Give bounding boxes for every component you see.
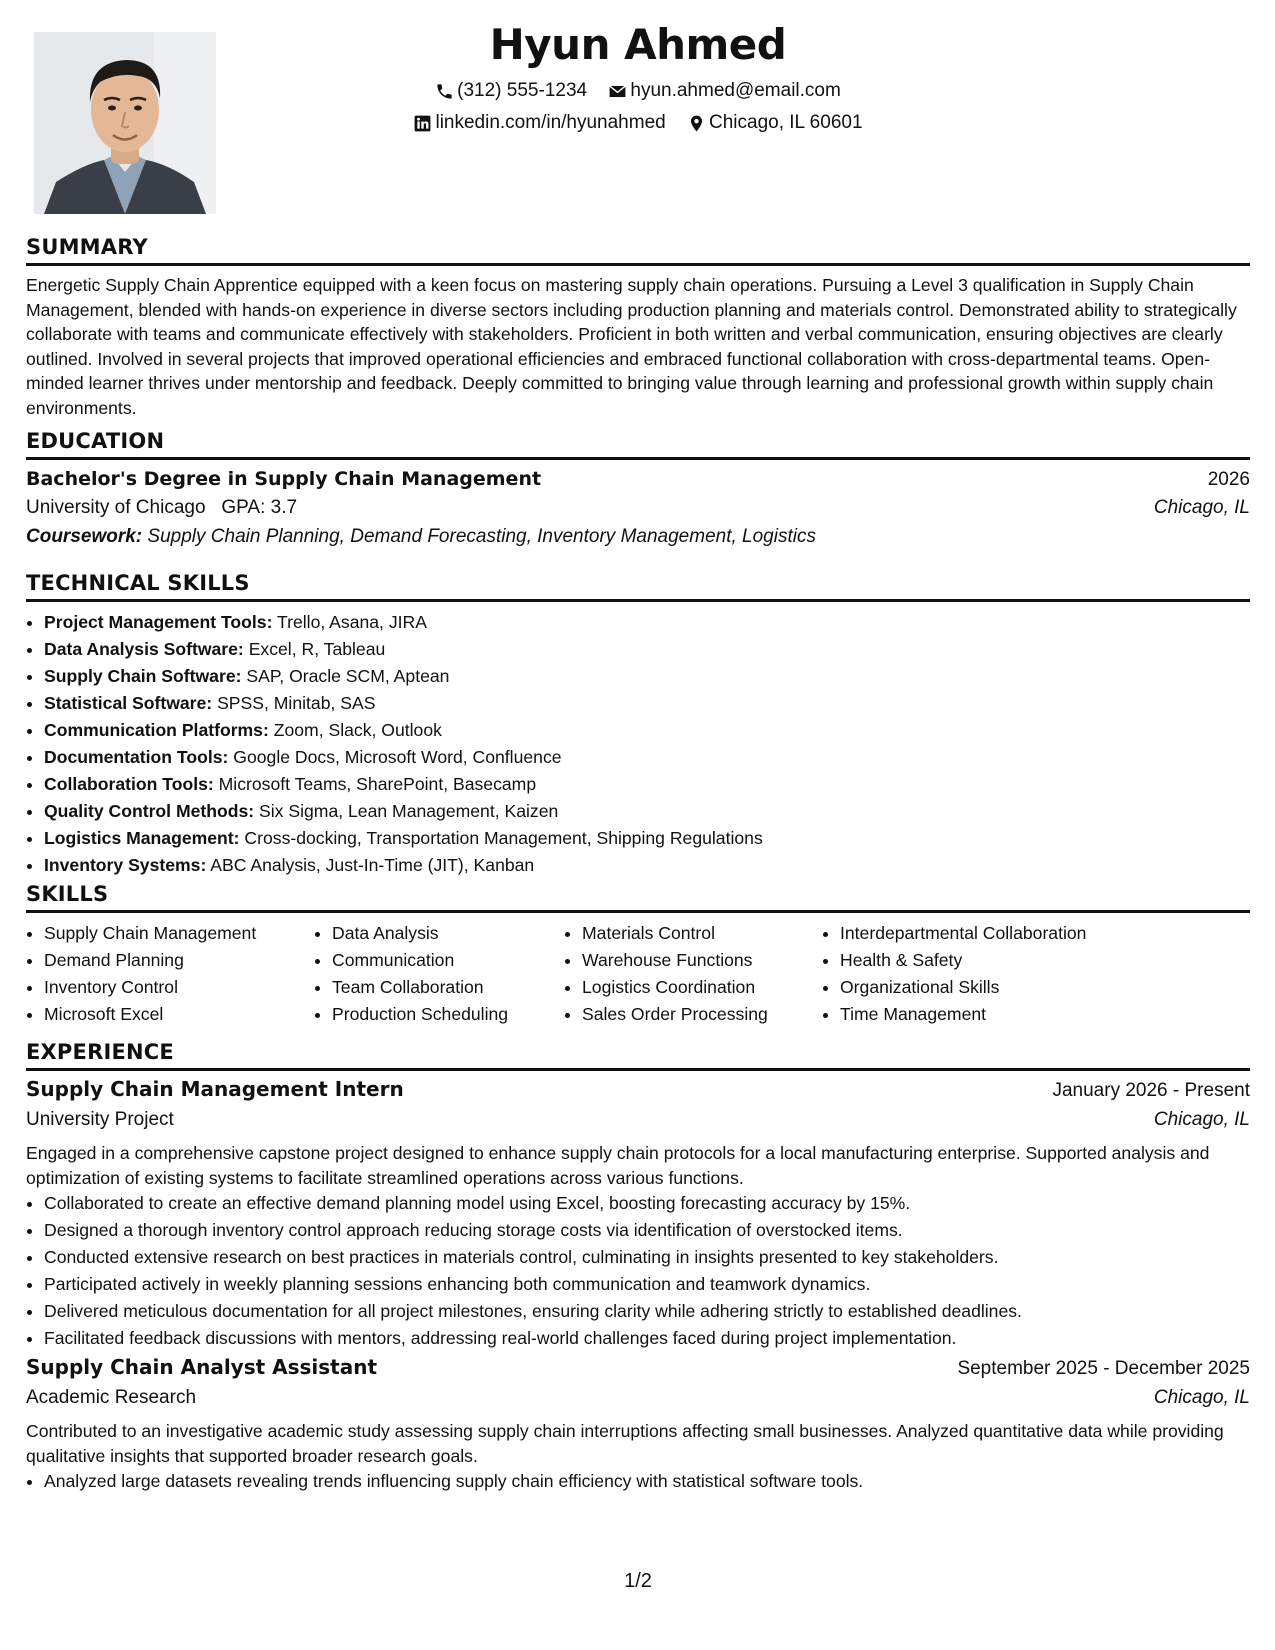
technical-skills-section [26, 609, 1250, 879]
job-organization: Academic Research [26, 1387, 197, 1408]
job-location: Chicago, IL [1153, 1109, 1250, 1130]
list-item: • Collaboration Tools: Microsoft Teams, SharePoint, Basecamp [44, 771, 1250, 798]
list-item: • Quality Control Methods: Six Sigma, Lean Management, Kaizen [44, 798, 1250, 825]
technical-skills-heading: TECHNICAL SKILLS [26, 571, 1250, 602]
contact-line-1 [26, 80, 1250, 107]
job-bullets [26, 1190, 1250, 1352]
job-dates: January 2026 - Present [1052, 1080, 1250, 1101]
list-item: • Interdepartmental Collaboration [840, 920, 1140, 947]
skills-section [26, 920, 1250, 1028]
list-item: • Materials Control [582, 920, 822, 947]
list-item: • Designed a thorough inventory control approach reducing storage costs via identification of overstocked items. [44, 1217, 1250, 1244]
list-item: • Inventory Control [44, 974, 314, 1001]
list-item: • Sales Order Processing [582, 1001, 822, 1028]
job-location: Chicago, IL [1153, 1387, 1250, 1408]
technical-skills-list [26, 609, 1250, 879]
list-item: • Participated actively in weekly planning sessions enhancing both communication and teamwork dynamics. [44, 1271, 1250, 1298]
skills-column-3 [564, 920, 822, 1028]
list-item: • Microsoft Excel [44, 1001, 314, 1028]
list-item: • Facilitated feedback discussions with mentors, addressing real-world challenges faced during project implementation. [44, 1325, 1250, 1352]
email-text[interactable]: hyun.ahmed@email.com [630, 80, 841, 101]
education-heading: EDUCATION [26, 429, 1250, 460]
skills-column-4 [822, 920, 1140, 1028]
location-contact [687, 112, 863, 134]
resume-page [26, 0, 1250, 1650]
list-item: • Conducted extensive research on best practices in materials control, culminating in insights presented to key stakeholders. [44, 1244, 1250, 1271]
list-item: • Warehouse Functions [582, 947, 822, 974]
summary-section [26, 273, 1250, 421]
email-contact [608, 80, 840, 102]
list-item: • Supply Chain Software: SAP, Oracle SCM, Aptean [44, 663, 1250, 690]
list-item: • Production Scheduling [332, 1001, 564, 1028]
school-location: Chicago, IL [1153, 497, 1250, 518]
list-item: • Data Analysis Software: Excel, R, Tableau [44, 636, 1250, 663]
list-item: • Statistical Software: SPSS, Minitab, SAS [44, 690, 1250, 717]
job-description: Contributed to an investigative academic study assessing supply chain interruptions affecting small businesses. Analyzed quantitative data while providing qualitative insights that supported broader research goals. [26, 1421, 1224, 1466]
linkedin-text[interactable]: linkedin.com/in/hyunahmed [435, 112, 666, 133]
experience-heading: EXPERIENCE [26, 1040, 1250, 1071]
envelope-icon [608, 82, 627, 101]
list-item: • Project Management Tools: Trello, Asana, JIRA [44, 609, 1250, 636]
list-item: • Logistics Coordination [582, 974, 822, 1001]
skills-heading: SKILLS [26, 882, 1250, 913]
job-organization: University Project [26, 1109, 174, 1130]
experience-job-1 [26, 1077, 1250, 1352]
location-text: Chicago, IL 60601 [709, 112, 863, 133]
school-name: University of Chicago [26, 497, 206, 518]
list-item: • Team Collaboration [332, 974, 564, 1001]
list-item: • Analyzed large datasets revealing trends influencing supply chain efficiency with statistical software tools. [44, 1468, 1250, 1495]
degree-title: Bachelor's Degree in Supply Chain Management [26, 468, 542, 490]
education-section [26, 467, 1250, 554]
list-item: • Demand Planning [44, 947, 314, 974]
list-item: • Communication [332, 947, 564, 974]
map-pin-icon [687, 114, 706, 133]
list-item: • Delivered meticulous documentation for all project milestones, ensuring clarity while adhering strictly to established deadlines. [44, 1298, 1250, 1325]
list-item: • Time Management [840, 1001, 1140, 1028]
phone-icon [435, 82, 454, 101]
skills-grid [26, 920, 1250, 1028]
phone-text[interactable]: (312) 555-1234 [457, 80, 588, 101]
list-item: • Organizational Skills [840, 974, 1140, 1001]
skills-column-2 [314, 920, 564, 1028]
coursework-line [26, 525, 1250, 554]
coursework-label: Coursework: [26, 526, 143, 547]
linkedin-icon [413, 114, 432, 133]
list-item: • Collaborated to create an effective demand planning model using Excel, boosting forecasting accuracy by 15%. [44, 1190, 1250, 1217]
job-title: Supply Chain Management Intern [26, 1077, 404, 1101]
list-item: • Supply Chain Management [44, 920, 314, 947]
job-dates: September 2025 - December 2025 [957, 1358, 1250, 1379]
school-line [26, 496, 297, 521]
experience-job-2 [26, 1355, 1250, 1495]
list-item: • Health & Safety [840, 947, 1140, 974]
list-item: • Communication Platforms: Zoom, Slack, Outlook [44, 717, 1250, 744]
job-title: Supply Chain Analyst Assistant [26, 1355, 378, 1379]
list-item: • Inventory Systems: ABC Analysis, Just-In-Time (JIT), Kanban [44, 852, 1250, 879]
coursework-list: Supply Chain Planning, Demand Forecasting, Inventory Management, Logistics [147, 526, 816, 547]
candidate-name: Hyun Ahmed [489, 20, 787, 69]
summary-text: Energetic Supply Chain Apprentice equipped with a keen focus on mastering supply chain operations. Pursuing a Level 3 qualification in Supply Chain Management, blended with hands-on experience in diverse sectors including production planning and materials control. Demonstrated ability to strategically collaborate with teams and communicate effectively with stakeholders. Proficient in both written and verbal communication, ensuring objectives are clearly outlined. Involved in several projects that improved operational efficiencies and embraced functional collaboration with cross-departmental teams. Open-minded learner thrives under mentorship and feedback. Deeply committed to bringing value through learning and professional growth within supply chain environments. [26, 275, 1237, 418]
summary-heading: SUMMARY [26, 235, 1250, 266]
job-description: Engaged in a comprehensive capstone project designed to enhance supply chain protocols for a local manufacturing enterprise. Supported analysis and optimization of existing systems to facilitate streamlined operations across various functions. [26, 1143, 1210, 1188]
contact-line-2 [26, 112, 1250, 139]
skills-column-1 [26, 920, 314, 1028]
phone-contact [435, 80, 587, 102]
gpa: GPA: 3.7 [221, 497, 298, 518]
list-item: • Documentation Tools: Google Docs, Microsoft Word, Confluence [44, 744, 1250, 771]
list-item: • Logistics Management: Cross-docking, Transportation Management, Shipping Regulations [44, 825, 1250, 852]
job-bullets [26, 1468, 1250, 1495]
list-item: • Data Analysis [332, 920, 564, 947]
linkedin-contact [413, 112, 665, 134]
page-number: 1/2 [624, 1570, 652, 1592]
graduation-year: 2026 [1207, 469, 1250, 490]
